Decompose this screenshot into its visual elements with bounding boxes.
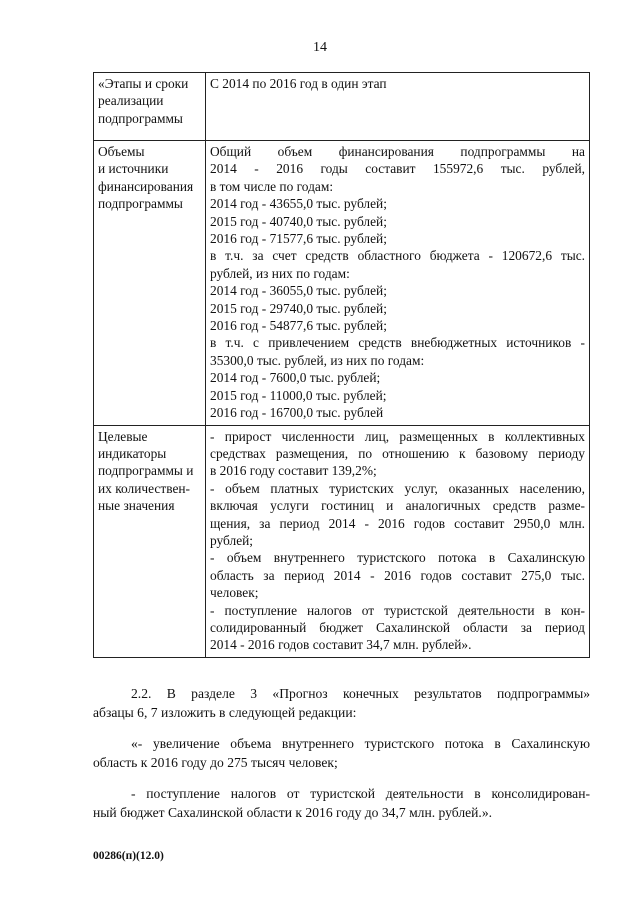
- row-value-stages: [206, 73, 590, 141]
- row-label-indicators: [94, 425, 206, 657]
- value-line: в 2016 году составит 139,2%;: [210, 463, 377, 479]
- label-line: их количествен-: [98, 480, 191, 496]
- label-line: реализации: [98, 93, 164, 109]
- value-line: человек;: [210, 585, 259, 601]
- label-line: Объемы: [98, 144, 145, 159]
- value-line: - поступление налогов от туристской деятельности в кон-: [210, 602, 585, 618]
- value-line: рублей, из них по годам:: [210, 265, 350, 281]
- value-line: включая услуги гостиниц и аналогичных средств разме-: [210, 498, 585, 514]
- paragraph-section-2-2: [93, 684, 590, 722]
- value-line: 2016 год - 16700,0 тыс. рублей: [210, 405, 384, 421]
- paragraph-first-line: 2.2. В разделе 3 «Прогноз конечных результатов подпрограммы»: [131, 686, 590, 701]
- label-line: индикаторы: [98, 445, 167, 461]
- value-line: щения, за период 2014 - 2016 годов составит 2950,0 млн.: [210, 515, 585, 531]
- value-line: в т.ч. за счет средств областного бюджета - 120672,6 тыс.: [210, 248, 585, 264]
- row-value-indicators: [206, 425, 590, 657]
- label-line: подпрограммы: [98, 110, 183, 126]
- label-line: и источники: [98, 161, 169, 177]
- row-label-stages: [94, 73, 206, 141]
- paragraph-continuation: абзацы 6, 7 изложить в следующей редакции:: [93, 705, 357, 720]
- subprogram-passport-table: [93, 72, 590, 658]
- paragraph-tax-revenue: [93, 784, 590, 822]
- value-line: в том числе по годам:: [210, 178, 334, 194]
- value-line: 2015 год - 11000,0 тыс. рублей;: [210, 387, 387, 403]
- paragraph-continuation: ный бюджет Сахалинской области к 2016 году до 34,7 млн. рублей.».: [93, 805, 493, 820]
- label-line: Целевые: [98, 428, 148, 444]
- table-row-stages: [94, 73, 590, 141]
- label-line: подпрограммы: [98, 196, 183, 212]
- value-line: 2014 год - 36055,0 тыс. рублей;: [210, 283, 387, 299]
- value-line: 2014 - 2016 годов составит 34,7 млн. рублей».: [210, 637, 472, 653]
- value-line: Общий объем финансирования подпрограммы на: [210, 144, 585, 159]
- value-line: - прирост численности лиц, размещенных в коллективных: [210, 428, 585, 444]
- paragraph-first-line: - поступление налогов от туристской деятельности в консолидирован-: [131, 786, 590, 801]
- row-value-funding: [206, 141, 590, 426]
- value-line: 2014 год - 7600,0 тыс. рублей;: [210, 370, 381, 386]
- label-line: финансирования: [98, 178, 194, 194]
- value-line: 2016 год - 54877,6 тыс. рублей;: [210, 318, 387, 334]
- table-row-funding: [94, 141, 590, 426]
- value-line: - объем платных туристских услуг, оказанных населению,: [210, 480, 585, 496]
- paragraph-tourist-flow: [93, 734, 590, 772]
- value-line: С 2014 по 2016 год в один этап: [210, 76, 387, 91]
- value-line: в т.ч. с привлечением средств внебюджетных источников -: [210, 335, 585, 351]
- page-number: 14: [313, 40, 327, 55]
- value-line: солидированный бюджет Сахалинской области за период: [210, 619, 585, 635]
- paragraph-continuation: область к 2016 году до 275 тысяч человек;: [93, 755, 338, 770]
- row-label-funding: [94, 141, 206, 426]
- document-code: 00286(п)(12.0): [93, 850, 164, 862]
- value-line: 2014 год - 43655,0 тыс. рублей;: [210, 196, 387, 212]
- value-line: 2016 год - 71577,6 тыс. рублей;: [210, 231, 387, 247]
- value-line: - объем внутреннего туристского потока в Сахалинскую: [210, 550, 585, 566]
- paragraph-first-line: «- увеличение объема внутреннего туристского потока в Сахалинскую: [131, 736, 590, 751]
- value-line: 2015 год - 29740,0 тыс. рублей;: [210, 300, 387, 316]
- table-row-indicators: [94, 425, 590, 657]
- value-line: 2015 год - 40740,0 тыс. рублей;: [210, 213, 387, 229]
- label-line: «Этапы и сроки: [98, 76, 189, 91]
- label-line: ные значения: [98, 498, 175, 514]
- value-line: рублей;: [210, 532, 254, 548]
- value-line: область за период 2014 - 2016 годов составит 275,0 тыс.: [210, 567, 585, 583]
- value-line: 2014 - 2016 годы составит 155972,6 тыс. рублей,: [210, 161, 585, 177]
- label-line: подпрограммы и: [98, 463, 194, 479]
- value-line: средствах размещения, по отношению к базовому периоду: [210, 445, 585, 461]
- value-line: 35300,0 тыс. рублей, из них по годам:: [210, 352, 425, 368]
